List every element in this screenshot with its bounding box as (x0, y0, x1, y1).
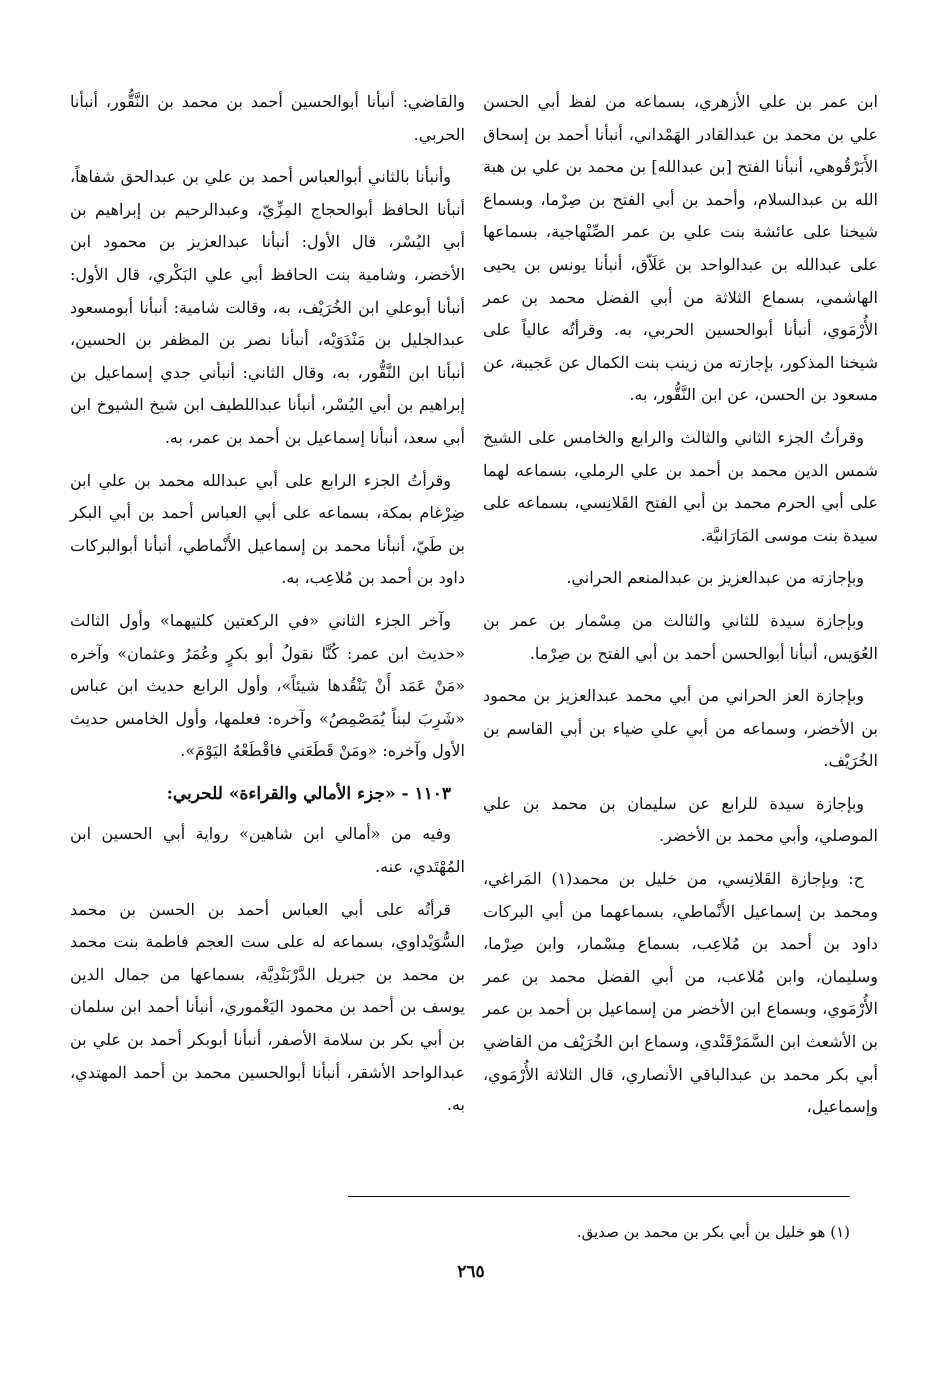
right-column (483, 86, 878, 1134)
paragraph: وبإجازته من عبدالعزيز بن عبدالمنعم الحراني. (566, 568, 864, 588)
paragraph: ابن عمر بن علي الأزهري، بسماعه من لفظ أبي الحسن علي بن محمد بن عبدالقادر الهَمْداني، أنبأنا أحمد بن إسحاق الأَبَرْقُوهي، أنبأنا الفتح [بن عبدالله] بن محمد بن علي بن هبة الله بن عبدالسلام، وأحمد بن أبي الفتح بن صِرْما، وبسماع شيخنا على عائشة بنت علي بن عمر الصِّنْهاجية، بسماعها على عبدالله بن عبدالواحد بن عَلَاّق، أنبأنا يونس بن يحيى الهاشمي، بسماع الثلاثة من أبي الفضل محمد بن عمر الأُرْمَوي، أنبأنا أبوالحسين الحربي، به. وقرأتُه عالياً على شيخنا المذكور، بإجازته من زينب بنت الكمال عن عَجيبة، عن مسعود بن الحسن، عن ابن النَّقُّور، به. (483, 92, 878, 405)
paragraph: وقرأتُ الجزء الرابع على أبي عبدالله محمد بن علي ابن ضِرْغام بمكة، بسماعه على أبي العباس أحمد بن أبي البكر بن طَيّ، أنبأنا محمد بن إسماعيل الأَنْماطي، أنبأنا أبوالبركات داود بن أحمد بن مُلاعِب، به. (70, 470, 465, 588)
paragraph: قرأتُه على أبي العباس أحمد بن الحسن بن محمد السُّوَيْداوي، بسماعه له على ست العجم فاطمة بنت محمد بن محمد بن جبريل الدَّرْبَنْدِيَّة، بسماعها من جمال الدين يوسف بن أحمد بن محمود اليَغْموري، أنبأنا أحمد ابن سلمان بن أبي بكر بن سلامة الأصفر، أنبأنا أبوبكر أحمد بن علي بن عبدالواحد الأشقر، أنبأنا أبوالحسين محمد بن أحمد المهتدي، به. (70, 899, 466, 1115)
page-number: ٢٦٥ (457, 1262, 485, 1282)
footnote: (١) هو خليل بن أبي بكر بن محمد بن صديق. (576, 1223, 850, 1241)
paragraph: ح: وبإجازة القَلانِسي، من خليل بن محمد(١) المَراغي، ومحمد بن إسماعيل الأَنْماطي، بسماعهما من أبي البركات داود بن أحمد بن مُلاعِب، بسماع مِسْمار، وابن صِرْما، وسليمان، وابن مُلاعب، من أبي الفضل محمد بن عمر الأُرْمَوي، وبسماع ابن الأخضر من إسماعيل بن أحمد بن عمر بن الأشعث ابن السَّمَرْقَنْدي، وسماع ابن الخُرَيْف من القاضي أبي بكر محمد بن عبدالباقي الأنصاري، قال الثلاثة الأُرْمَوي، وإسماعيل، (483, 869, 878, 1117)
paragraph: وأنبأنا بالثاني أبوالعباس أحمد بن علي بن عبدالحق شفاهاً، أنبأنا الحافظ أبوالحجاج المِزِّيّ، وعبدالرحيم بن إبراهيم بن أبي اليُسْر، قال الأول: أنبأنا عبدالعزيز بن محمود ابن الأخضر، وشامية بنت الحافظ أبي علي البَكْري، قال الأول: أنبأنا أبوعلي ابن الخُرَيْف، به، وقالت شامية: أنبأنا أبومسعود عبدالجليل بن مَنْدَوَيْه، أنبأنا نصر بن المظفر بن الحسين، أنبأنا ابن النَّقُّور، به، وقال الثاني: أنبأني جدي إسماعيل بن إبراهيم بن أبي اليُسْر، أنبأنا عبداللطيف ابن شيخ الشيوخ ابن أبي سعد، أنبأنا إسماعيل بن أحمد بن عمر، به. (70, 167, 465, 447)
paragraph: وبإجازة سيدة للرابع عن سليمان بن محمد بن علي الموصلي، وأبي محمد بن الأخضر. (483, 793, 878, 846)
left-column (70, 86, 465, 1132)
paragraph: والقاضي: أنبأنا أبوالحسين أحمد بن محمد بن النَّقُّور، أنبأنا الحربي. (70, 92, 465, 144)
paragraph: وآخر الجزء الثاني «في الركعتين كلتيهما» وأول الثالث «حديث ابن عمر: كُنَّا نقولُ أبو بكرٍ وعُمَرُ وعثمان» وآخره «مَنْ عَمَد أَنْ يَنْقُدها شيئاً»، وأول الرابع حديث ابن عباس «شَرِبَ لبناً يُمَصْمِصُ» وآخره: فعلمها، وأول الخامس حديث الأول وآخره: «ومَنْ قَطَعَني فاقْطَعْهُ اليَوْمَ». (70, 610, 465, 761)
paragraph: وبإجازة سيدة للثاني والثالث من مِسْمار بن عمر بن العُوَيس، أنبأنا أبوالحسن أحمد بن أبي الفتح بن صِرْما. (483, 610, 878, 663)
section-heading: ١١٠٣ - «جزء الأمالي والقراءة» للحربي: (166, 783, 451, 804)
paragraph: وفيه من «أمالي ابن شاهين» رواية أبي الحسين ابن المُهْتَدي، عنه. (70, 824, 465, 877)
footnote-divider (348, 1196, 850, 1197)
paragraph: وقرأتُ الجزء الثاني والثالث والرابع والخامس على الشيخ شمس الدين محمد بن أحمد بن علي الرملي، بسماعه لهما على أبي الحرم محمد بن أبي الفتح القَلانِسي، بسماعه على سيدة بنت موسى المَارَانيَّة. (483, 427, 878, 545)
paragraph: وبإجازة العز الحراني من أبي محمد عبدالعزيز بن محمود بن الأخضر، وسماعه من أبي علي ضياء بن أبي القاسم بن الخُرَيْف. (483, 686, 878, 771)
